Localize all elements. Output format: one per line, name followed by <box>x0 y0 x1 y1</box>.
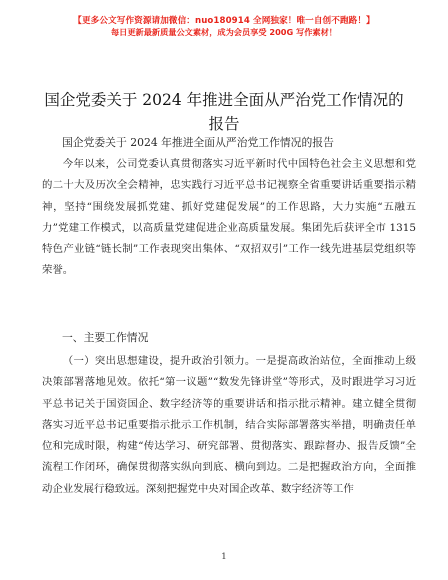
paragraph-intro: 今年以来，公司党委认真贯彻落实习近平新时代中国特色社会主义思想和党的二十大及历次全会精神，忠实践行习近平总书记视察全省重要讲话重要指示精神，坚持“围绕发展抓党建、抓好党建促发展”的工作思路，大力实施“五融五力”党建工作模式，以高质量党建促进企业高质量发展。集团先后获评全市 1315 特色产业链“链长制”工作表现突出集体、“双招双引”工作一线先进基层党组织等荣誉。 <box>42 158 416 277</box>
document-subtitle: 国企党委关于 2024 年推进全面从严治党工作情况的报告 <box>62 136 334 149</box>
ad-banner-line1: 【更多公文写作资源请加微信：nuo180914 全网独家！唯一自创不跑路！】 <box>73 16 375 26</box>
section-heading: 一、主要工作情况 <box>62 331 149 344</box>
document-title: 国企党委关于 2024 年推进全面从严治党工作情况的报告 <box>44 91 404 133</box>
page-number: 1 <box>221 552 227 562</box>
paragraph-section-one: （一）突出思想建设，提升政治引领力。一是提高政治站位，全面推动上级决策部署落地见效。依托“第一议题”“数发先锋讲堂”等形式，及时跟进学习习近平总书记关于国资国企、数字经济等的重要讲话和指示批示精神。建立健全贯彻落实习近平总书记重要指示批示工作机制，结合实际部署落实举措，明确责任单位和完成时限，构建“传达学习、研究部署、贯彻落实、跟踪督办、报告反馈”全流程工作闭环，确保贯彻落实纵向到底、横向到边。二是把握政治方向，全面推动企业发展行稳致远。深刻把握党中央对国企改革、数字经济等工作 <box>42 355 416 495</box>
ad-banner-line2: 每日更新最新质量公文素材，成为会员享受 200G 写作素材！ <box>110 27 337 37</box>
